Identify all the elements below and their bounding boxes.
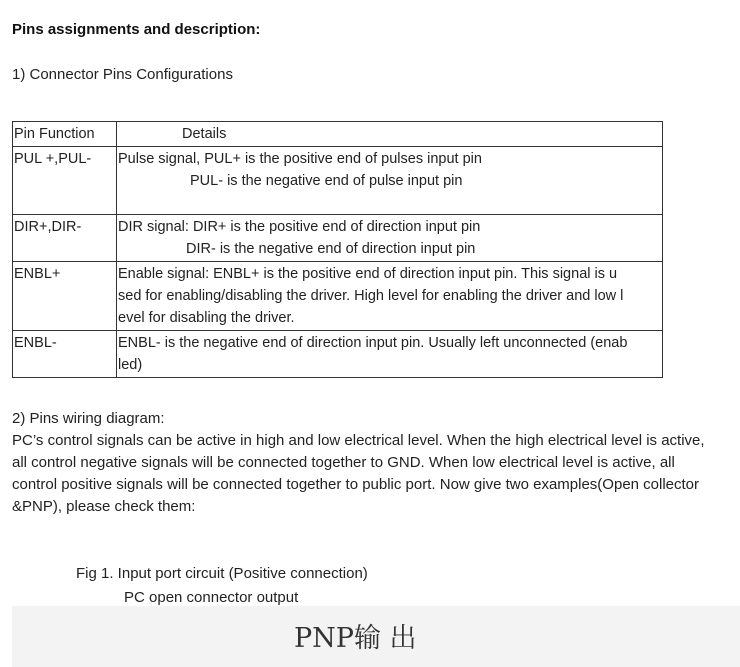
table-row: [13, 215, 663, 262]
header-details-label: Details: [182, 126, 227, 142]
pin-cell: ENBL-: [13, 331, 117, 378]
header-details: [117, 122, 663, 147]
diagram-title: PNP输 出: [294, 623, 417, 654]
paragraph-line: control positive signals will be connected together to public port. Now give two examples(Open collector: [12, 476, 700, 493]
paragraph-line: PC’s control signals can be active in high and low electrical level. When the high electrical level is active,: [12, 432, 705, 449]
details-line: Pulse signal, PUL+ is the positive end of pulses input pin: [118, 151, 482, 167]
paragraph-line: all control negative signals will be connected together to GND. When low electrical level is active, all: [12, 454, 675, 471]
details-cell: [117, 262, 663, 331]
details-cell: [117, 331, 663, 378]
pin-cell: DIR+,DIR-: [13, 215, 117, 262]
details-line: DIR- is the negative end of direction input pin: [186, 241, 476, 257]
table-row: [13, 147, 663, 215]
pins-table: [12, 121, 663, 378]
table-row: [13, 262, 663, 331]
figure-caption: Fig 1. Input port circuit (Positive connection): [76, 565, 368, 582]
details-line: ENBL- is the negative end of direction input pin. Usually left unconnected (enab: [118, 335, 628, 351]
details-line: sed for enabling/disabling the driver. High level for enabling the driver and low l: [118, 288, 624, 304]
details-line: PUL- is the negative end of pulse input pin: [190, 173, 463, 189]
details-line: led): [118, 357, 143, 373]
details-line: evel for disabling the driver.: [118, 310, 295, 326]
section-heading-wiring-diagram: 2) Pins wiring diagram:: [12, 410, 165, 427]
details-line: DIR signal: DIR+ is the positive end of direction input pin: [118, 219, 481, 235]
page-title: Pins assignments and description:: [12, 21, 261, 38]
table-header-row: [13, 122, 663, 147]
details-cell: [117, 147, 663, 215]
header-pin-function: Pin Function: [13, 122, 117, 147]
pin-cell: PUL +,PUL-: [13, 147, 117, 215]
paragraph-line: &PNP), please check them:: [12, 498, 196, 515]
pin-cell: ENBL+: [13, 262, 117, 331]
details-cell: [117, 215, 663, 262]
details-line: Enable signal: ENBL+ is the positive end of direction input pin. This signal is u: [118, 266, 618, 282]
figure-subcaption: PC open connector output: [124, 589, 299, 606]
section-heading-connector-pins: 1) Connector Pins Configurations: [12, 66, 233, 83]
table-row: [13, 331, 663, 378]
circuit-diagram-image: [12, 606, 740, 667]
